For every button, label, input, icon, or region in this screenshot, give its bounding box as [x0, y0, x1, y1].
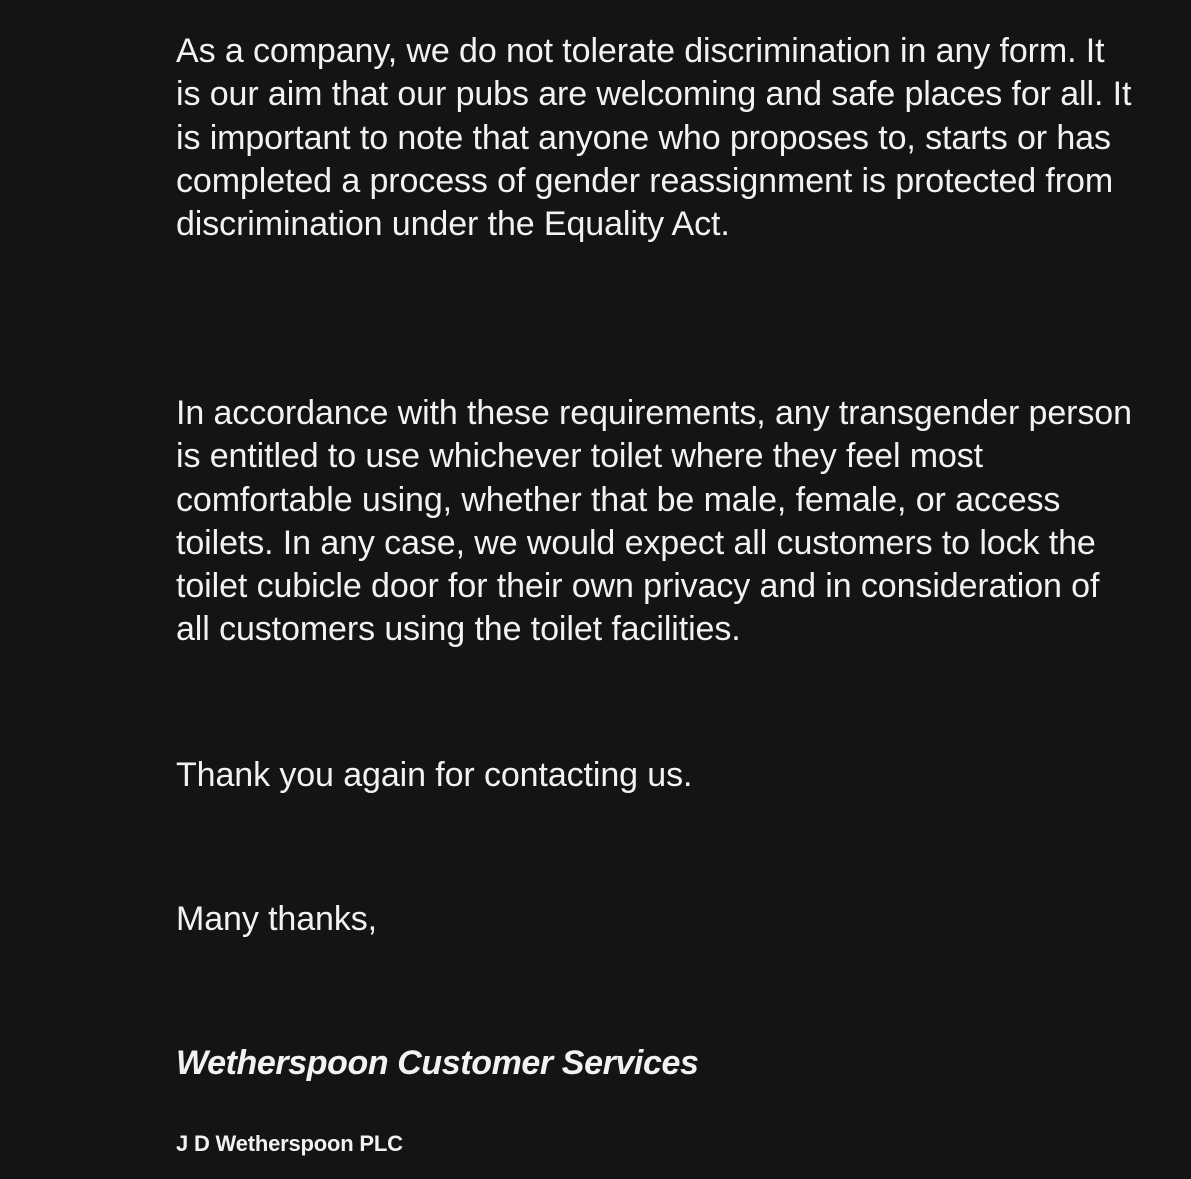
sign-off-line: Many thanks,	[176, 900, 378, 938]
policy-paragraph: As a company, we do not tolerate discrimination in any form. It is our aim that our pubs are welcoming and safe places for all. It is important to note that anyone who proposes to, starts or has completed a process of gender reassignment is protected from discrimination under the Equality Act.	[176, 32, 1132, 244]
signature-team-name: Wetherspoon Customer Services	[176, 1044, 699, 1082]
toilet-policy-paragraph: In accordance with these requirements, any transgender person is entitled to use whichever toilet where they feel most comfortable using, whether that be male, female, or access toilets. In any case, we would expect all customers to lock the toilet cubicle door for their own privacy and in consideration of all customers using the toilet facilities.	[176, 394, 1132, 649]
thank-you-line: Thank you again for contacting us.	[176, 756, 693, 794]
signature-company-name: J D Wetherspoon PLC	[176, 1131, 403, 1156]
